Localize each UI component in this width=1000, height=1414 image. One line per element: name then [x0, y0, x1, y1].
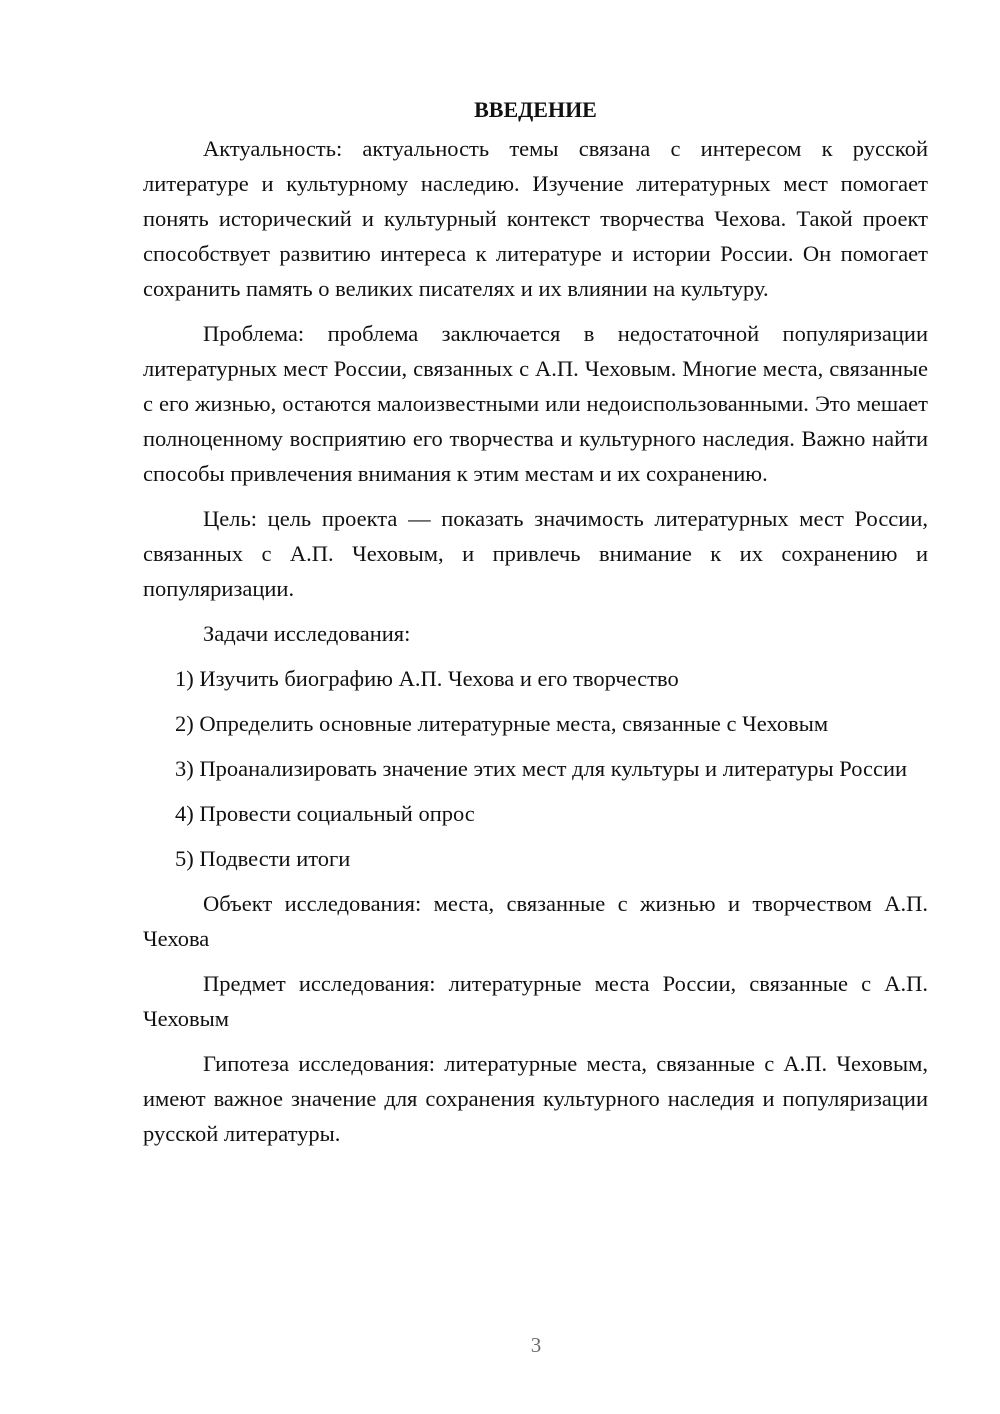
task-item: 5) Подвести итоги: [175, 846, 351, 871]
task-item: 4) Провести социальный опрос: [175, 801, 475, 826]
subject-paragraph: Предмет исследования: литературные места России, связанные с А.П. Чеховым: [143, 971, 928, 1031]
document-page: [143, 92, 928, 1161]
task-item: 2) Определить основные литературные места, связанные с Чеховым: [175, 711, 829, 736]
task-item: 1) Изучить биографию А.П. Чехова и его творчество: [175, 666, 679, 691]
goal-paragraph: Цель: цель проекта — показать значимость литературных мест России, связанных с А.П. Чеховым, и привлечь внимание к их сохранению и популяризации.: [143, 506, 928, 601]
tasks-heading: Задачи исследования:: [203, 621, 411, 646]
problem-paragraph: Проблема: проблема заключается в недостаточной популяризации литературных мест России, связанных с А.П. Чеховым. Многие места, связанные с его жизнью, остаются малоизвестными или недоиспользованными. Это мешает полноценному восприятию его творчества и культурного наследия. Важно найти способы привлечения внимания к этим местам и их сохранению.: [143, 321, 928, 486]
task-item: 3) Проанализировать значение этих мест для культуры и литературы России: [175, 756, 908, 781]
page-number: 3: [530, 1333, 542, 1357]
hypothesis-paragraph: Гипотеза исследования: литературные места, связанные с А.П. Чеховым, имеют важное значение для сохранения культурного наследия и популяризации русской литературы.: [143, 1051, 928, 1146]
object-paragraph: Объект исследования: места, связанные с жизнью и творчеством А.П. Чехова: [143, 891, 928, 951]
relevance-paragraph: Актуальность: актуальность темы связана с интересом к русской литературе и культурному наследию. Изучение литературных мест помогает понять исторический и культурный контекст творчества Чехова. Такой проект способствует развитию интереса к литературе и истории России. Он помогает сохранить память о великих писателях и их влиянии на культуру.: [143, 136, 928, 301]
section-title: ВВЕДЕНИЕ: [474, 97, 597, 122]
